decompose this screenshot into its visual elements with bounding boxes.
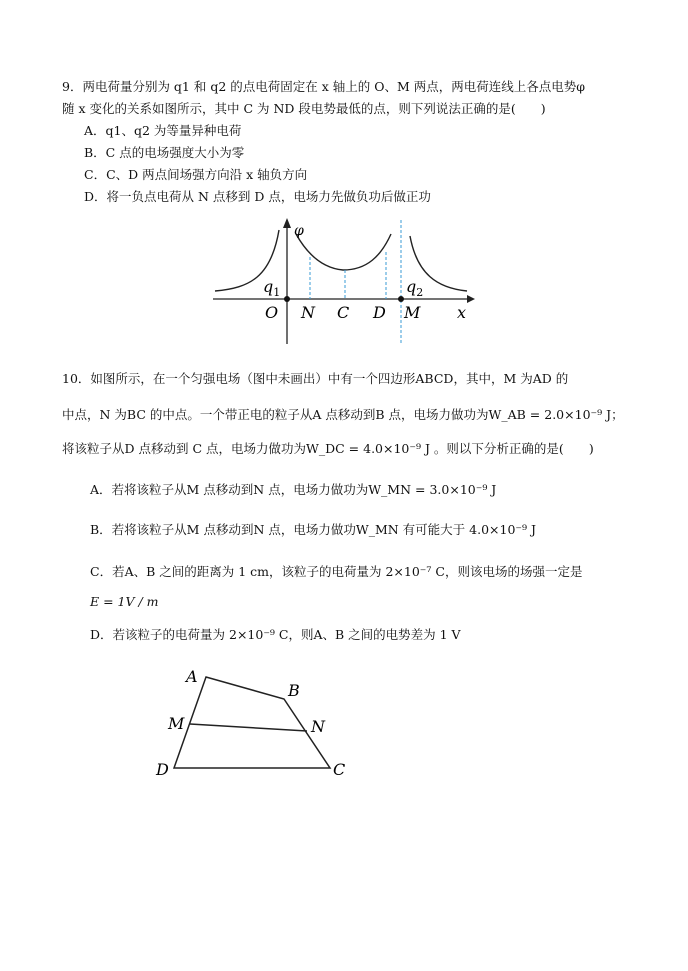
segment-MN [190, 724, 307, 731]
x-axis-arrow [467, 295, 475, 303]
phi-axis-arrow [283, 218, 291, 228]
label-D: D [156, 760, 169, 779]
q10-quadrilateral-figure [150, 665, 355, 780]
q10-stem-line1: 10．如图所示，在一个匀强电场（图中未画出）中有一个四边形ABCD，其中，M 为AD 的 [62, 371, 569, 386]
q10-option-a: A．若将该粒子从M 点移动到N 点，电场力做功为W_MN = 3.0×10⁻⁹ J [90, 482, 497, 497]
label-B: B [288, 681, 300, 700]
q10-option-c-line2: E = 1V / m [90, 594, 159, 609]
label-x: x [457, 303, 467, 322]
label-M: M [404, 303, 421, 322]
curve-right [410, 236, 467, 291]
charge-q2-dot [398, 296, 404, 302]
q10-option-b: B．若将该粒子从M 点移动到N 点，电场力做功W_MN 有可能大于 4.0×10⁻⁹ J [90, 522, 537, 537]
q9-option-a: A．q1、q2 为等量异种电荷 [84, 123, 242, 138]
label-O: O [265, 303, 279, 322]
label-C: C [333, 760, 346, 779]
label-M: M [168, 714, 185, 733]
q9-stem-line1: 9．两电荷量分别为 q1 和 q2 的点电荷固定在 x 轴上的 O、M 两点，两电荷连线上各点电势φ [62, 79, 585, 94]
q9-option-b: B．C 点的电场强度大小为零 [84, 145, 245, 160]
q10-option-d: D．若该粒子的电荷量为 2×10⁻⁹ C，则A、B 之间的电势差为 1 V [90, 627, 461, 642]
q2-label: $q_2$ [406, 277, 424, 299]
q9-stem-line2: 随 x 变化的关系如图所示，其中 C 为 ND 段电势最低的点，则下列说法正确的是( ) [62, 101, 546, 116]
label-C: C [337, 303, 350, 322]
quadrilateral-ABCD [174, 677, 330, 768]
phi-label: φ [294, 223, 304, 239]
q9-potential-figure [205, 212, 480, 347]
label-A: A [186, 667, 198, 686]
label-N: N [301, 303, 315, 322]
q9-option-c: C．C、D 两点间场强方向沿 x 轴负方向 [84, 167, 308, 182]
q10-option-c-line1: C．若A、B 之间的距离为 1 cm，该粒子的电荷量为 2×10⁻⁷ C，则该电场的场强一定是 [90, 564, 583, 579]
q1-label: $q_1$ [263, 277, 281, 299]
label-N: N [311, 717, 325, 736]
q10-stem-line3: 将该粒子从D 点移动到 C 点，电场力做功为W_DC = 4.0×10⁻⁹ J 。则以下分析正确的是( ) [62, 441, 594, 456]
q9-option-d: D．将一负点电荷从 N 点移到 D 点，电场力先做负功后做正功 [84, 189, 431, 204]
label-D: D [373, 303, 386, 322]
charge-q1-dot [284, 296, 290, 302]
q10-stem-line2: 中点，N 为BC 的中点。一个带正电的粒子从A 点移动到B 点，电场力做功为W_AB = 2.0×10⁻⁹ J； [62, 407, 624, 422]
